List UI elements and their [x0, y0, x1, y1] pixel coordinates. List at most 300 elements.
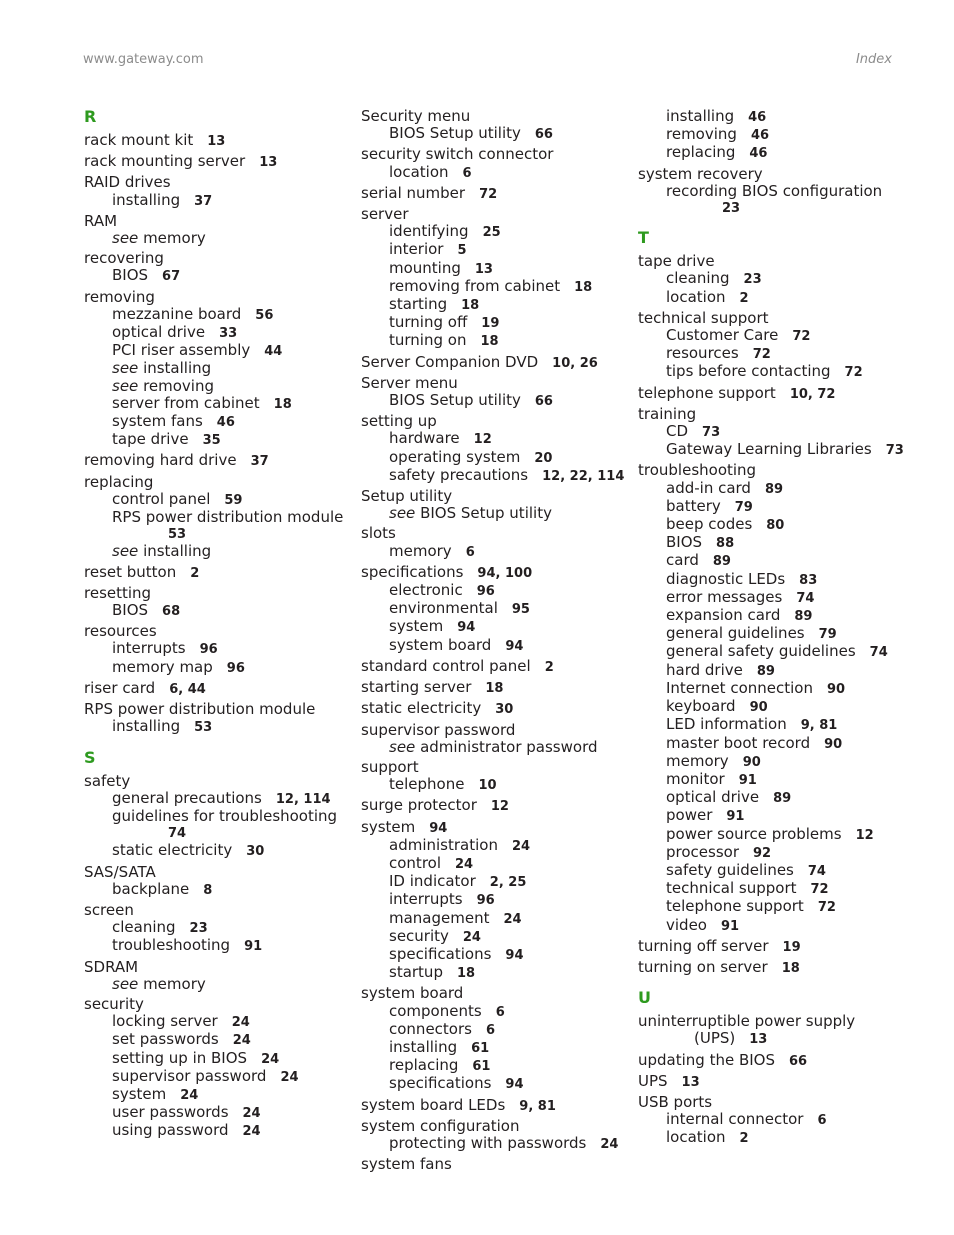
- page-ref: 24: [232, 1033, 251, 1049]
- sub-entry: [638, 516, 908, 534]
- page-ref: 33: [219, 326, 238, 342]
- sub-entry: [361, 296, 623, 314]
- sub-term: power: [666, 806, 713, 825]
- see-ref: see: [112, 359, 139, 378]
- page-ref: 18: [485, 681, 504, 697]
- sub-term: starting: [389, 295, 448, 314]
- sub-term: installing: [112, 190, 181, 209]
- page-ref: 6: [462, 165, 472, 181]
- index-entry: [638, 108, 908, 163]
- entry-line: [638, 406, 908, 423]
- entry-line: [84, 996, 346, 1013]
- sub-entry: [638, 480, 908, 498]
- entry-term: rack mounting server: [84, 152, 246, 171]
- page-ref: 90: [742, 754, 761, 770]
- sub-term: BIOS Setup utility: [389, 124, 521, 143]
- sub-term: replacing: [389, 1056, 459, 1075]
- sub-term: removing: [143, 376, 214, 395]
- page-ref: 61: [472, 1059, 491, 1075]
- entry-term: setting up: [361, 412, 437, 431]
- entry-term: server: [361, 205, 409, 224]
- page-ref: 2: [544, 659, 554, 675]
- entry-term: screen: [84, 900, 134, 919]
- sub-entry: [361, 467, 623, 485]
- sub-term: processor: [666, 842, 739, 861]
- page-ref: 24: [180, 1087, 199, 1103]
- index-entry: [361, 1118, 623, 1153]
- sub-entry: [361, 260, 623, 278]
- sub-term: system board: [389, 635, 492, 654]
- index-column-2: [361, 108, 623, 1176]
- entry-line: [638, 1013, 908, 1030]
- index-column-3: [638, 108, 908, 1151]
- sub-entry: [84, 937, 346, 955]
- page-ref: 46: [748, 110, 767, 125]
- index-entry: [638, 1094, 908, 1148]
- page-ref: 18: [273, 396, 292, 412]
- index-entry: [638, 1073, 908, 1091]
- index-entry: [84, 680, 346, 698]
- page-ref: 94, 100: [477, 565, 533, 581]
- page-ref: 83: [799, 572, 818, 588]
- sub-term: BIOS: [112, 601, 149, 620]
- sub-entry: [638, 807, 908, 825]
- page-ref: 94: [429, 820, 448, 836]
- sub-entry: [638, 789, 908, 807]
- sub-entry: [638, 607, 908, 625]
- page-ref: 74: [869, 645, 888, 661]
- sub-entry: [84, 342, 346, 360]
- index-entry: [361, 108, 623, 143]
- page-ref: 92: [753, 845, 772, 861]
- page-ref: 18: [461, 298, 480, 314]
- sub-entry: [84, 1104, 346, 1122]
- sub-entry: [638, 898, 908, 916]
- sub-term: memory: [666, 751, 729, 770]
- sub-entry: [361, 392, 623, 410]
- page-ref: 59: [224, 492, 243, 508]
- index-entry: [361, 354, 623, 372]
- sub-entry: [361, 505, 623, 522]
- index-entry: [361, 1097, 623, 1115]
- index-entry: [84, 902, 346, 956]
- sub-entry: [638, 643, 908, 661]
- sub-entry: [361, 855, 623, 873]
- sub-entry: [84, 230, 346, 247]
- entry-term: system recovery: [638, 164, 763, 183]
- index-entry: [638, 1013, 908, 1048]
- entry-term: system board: [361, 984, 464, 1003]
- sub-entry: [638, 423, 908, 441]
- sub-term: hard drive: [666, 660, 743, 679]
- entry-line: [84, 132, 346, 150]
- page-ref: 89: [764, 481, 784, 497]
- page-ref: 94: [505, 947, 524, 963]
- page-ref: 53: [194, 720, 213, 736]
- entry-term-cont: (UPS): [694, 1029, 736, 1048]
- index-entry: [84, 959, 346, 993]
- sub-term: monitor: [666, 769, 725, 788]
- sub-term: hardware: [389, 429, 460, 448]
- sub-term: installing: [389, 1037, 458, 1056]
- sub-entry: [84, 491, 346, 509]
- sub-term: protecting with passwords: [389, 1133, 587, 1152]
- sub-term: general precautions: [112, 788, 262, 807]
- page-ref: 10, 26: [552, 355, 598, 371]
- sub-entry: [361, 1075, 623, 1093]
- sub-entry: [361, 618, 623, 636]
- entry-term: system: [361, 817, 416, 836]
- page-ref: 72: [817, 900, 836, 916]
- entry-line: [361, 525, 623, 542]
- sub-entry: [638, 917, 908, 935]
- sub-entry: [361, 332, 623, 350]
- entry-line: [361, 722, 623, 739]
- sub-entry: [84, 360, 346, 377]
- page-ref: 66: [789, 1053, 808, 1069]
- entry-line: [84, 289, 346, 306]
- entry-term: rack mount kit: [84, 131, 194, 149]
- sub-entry: [84, 395, 346, 413]
- entry-term: technical support: [638, 308, 769, 327]
- entry-line: [84, 902, 346, 919]
- page-ref: 96: [226, 660, 245, 676]
- sub-term: mezzanine board: [112, 304, 242, 323]
- index-entry: [84, 452, 346, 470]
- index-entry: [361, 1156, 623, 1173]
- sub-term: security: [389, 926, 449, 945]
- page-ref: 79: [734, 499, 753, 515]
- entry-line: [361, 985, 623, 1002]
- entry-term: supervisor password: [361, 720, 516, 739]
- entry-term: Setup utility: [361, 487, 453, 506]
- sub-term: cleaning: [112, 918, 176, 937]
- sub-entry: [638, 880, 908, 898]
- sub-term: troubleshooting: [112, 936, 231, 955]
- index-entry: [84, 174, 346, 209]
- sub-term: replacing: [666, 143, 736, 162]
- sub-entry: [84, 1122, 346, 1140]
- entry-line: [84, 701, 346, 718]
- sub-entry: [361, 873, 623, 891]
- sub-term: interior: [389, 240, 444, 259]
- entry-term: specifications: [361, 562, 464, 581]
- entry-term: tape drive: [638, 252, 715, 271]
- sub-entry: [361, 278, 623, 296]
- index-entry: [84, 213, 346, 247]
- sub-entry: [84, 543, 346, 560]
- entry-term: turning off server: [638, 936, 769, 955]
- entry-line: [638, 1094, 908, 1111]
- sub-entry: [361, 837, 623, 855]
- sub-entry: [84, 602, 346, 620]
- index-entry: [84, 773, 346, 861]
- entry-term: training: [638, 404, 697, 423]
- index-entry: [361, 206, 623, 351]
- sub-term: Customer Care: [666, 326, 779, 345]
- page-ref: 2, 25: [489, 875, 527, 891]
- sub-entry: [84, 808, 346, 825]
- header-site: www.gateway.com: [83, 52, 204, 67]
- index-entry: [638, 385, 908, 403]
- page-ref: 25: [482, 225, 501, 241]
- sub-entry: [361, 1057, 623, 1075]
- sub-term: installing: [112, 717, 181, 736]
- sub-entry: [361, 1135, 623, 1153]
- section-letter: S: [84, 747, 96, 767]
- page-ref: 5: [457, 243, 467, 259]
- sub-entry: [638, 589, 908, 607]
- page-ref: 96: [476, 893, 495, 909]
- entry-term: USB ports: [638, 1092, 713, 1111]
- page-ref-continued: 23: [722, 201, 741, 217]
- entry-term: Security menu: [361, 107, 471, 125]
- page-ref: 23: [189, 921, 208, 937]
- entry-line: [361, 797, 623, 815]
- sub-entry: [361, 223, 623, 241]
- page-ref: 90: [826, 681, 846, 697]
- page-ref: 95: [511, 602, 530, 618]
- sub-entry: [361, 1003, 623, 1021]
- sub-term: tips before contacting: [666, 362, 831, 381]
- section-letter: T: [638, 228, 649, 248]
- page-ref: 73: [885, 443, 904, 459]
- sub-term: installing: [143, 542, 212, 561]
- sub-term: installing: [666, 107, 735, 125]
- page-ref: 90: [824, 736, 843, 752]
- page-ref: 6: [817, 1113, 827, 1129]
- sub-term: general guidelines: [666, 624, 805, 643]
- sub-term: location: [666, 287, 726, 306]
- sub-term: using password: [112, 1121, 229, 1140]
- page-ref: 89: [756, 663, 775, 679]
- sub-entry: [638, 534, 908, 552]
- sub-entry: [84, 324, 346, 342]
- sub-entry: [361, 164, 623, 182]
- sub-term: master boot record: [666, 733, 811, 752]
- sub-term: add-in card: [666, 478, 751, 497]
- entry-line: [638, 253, 908, 270]
- sub-term: guidelines for troubleshooting: [112, 806, 338, 825]
- sub-term: optical drive: [112, 323, 206, 342]
- entry-line: [361, 488, 623, 505]
- page-ref: 74: [796, 590, 815, 606]
- page-ref: 24: [455, 856, 474, 872]
- page-ref: 44: [264, 344, 283, 360]
- sub-term: user passwords: [112, 1103, 229, 1122]
- page-ref: 35: [202, 433, 221, 449]
- page-ref: 13: [681, 1074, 700, 1090]
- page-ref: 24: [242, 1124, 261, 1140]
- sub-term: control panel: [112, 489, 211, 508]
- sub-entry: [638, 126, 908, 144]
- sub-entry: [638, 1129, 908, 1147]
- sub-term: system fans: [112, 412, 203, 431]
- sub-entry: [84, 1050, 346, 1068]
- page-ref: 94: [505, 1077, 524, 1093]
- sub-entry: [361, 449, 623, 467]
- header-section: Index: [855, 52, 892, 67]
- entry-line: [361, 354, 623, 372]
- entry-line: [638, 938, 908, 956]
- entry-line: [361, 700, 623, 718]
- sub-term: interrupts: [112, 639, 186, 658]
- entry-line: [361, 206, 623, 223]
- entry-line: [361, 1118, 623, 1135]
- sub-entry: [638, 144, 908, 162]
- index-entry: [361, 375, 623, 410]
- sub-entry: [638, 844, 908, 862]
- sub-term: resources: [666, 344, 739, 363]
- sub-term: beep codes: [666, 515, 753, 534]
- entry-line: [361, 564, 623, 582]
- entry-line: [84, 250, 346, 267]
- page-ref-continued: 74: [168, 826, 187, 842]
- index-entry: [638, 253, 908, 307]
- entry-term: removing hard drive: [84, 451, 237, 470]
- page-ref: 96: [199, 642, 218, 658]
- entry-term: reset button: [84, 562, 177, 581]
- sub-term: memory map: [112, 657, 213, 676]
- entry-line: [638, 1052, 908, 1070]
- entry-line: [638, 385, 908, 403]
- sub-entry: [84, 1068, 346, 1086]
- page-ref: 66: [534, 127, 553, 143]
- page-ref: 12: [855, 827, 874, 843]
- sub-entry: [84, 378, 346, 395]
- entry-term: SAS/SATA: [84, 862, 156, 881]
- sub-term: Internet connection: [666, 678, 813, 697]
- index-column-1: [84, 108, 346, 1144]
- entry-term: resetting: [84, 583, 152, 602]
- sub-entry: [638, 1111, 908, 1129]
- entry-term: security: [84, 994, 144, 1013]
- sub-term: PCI riser assembly: [112, 341, 251, 360]
- sub-entry: [361, 241, 623, 259]
- index-entry: [361, 819, 623, 983]
- page-ref: 2: [739, 1131, 749, 1147]
- page-ref: 12: [490, 799, 509, 815]
- page-ref: 19: [481, 316, 500, 332]
- page-ref: 12, 22, 114: [542, 468, 625, 484]
- sub-entry: [84, 718, 346, 736]
- sub-term: memory: [143, 974, 206, 993]
- entry-term: UPS: [638, 1071, 668, 1090]
- sub-entry: [638, 571, 908, 589]
- sub-term: memory: [389, 541, 452, 560]
- sub-entry: [361, 964, 623, 982]
- entry-term: removing: [84, 287, 155, 306]
- page-ref: 24: [231, 1015, 250, 1031]
- see-ref: see: [112, 974, 139, 993]
- sub-entry: [84, 881, 346, 899]
- page-ref: 94: [505, 638, 524, 654]
- sub-entry: [84, 790, 346, 808]
- sub-term: safety guidelines: [666, 860, 794, 879]
- sub-term: system: [389, 617, 444, 636]
- entry-line: [361, 108, 623, 125]
- entry-line: [84, 623, 346, 640]
- sub-term: specifications: [389, 944, 492, 963]
- entry-term: updating the BIOS: [638, 1050, 776, 1069]
- index-entry: [84, 474, 346, 561]
- page-ref: 79: [818, 627, 837, 643]
- index-entry: [361, 488, 623, 522]
- entry-term: static electricity: [361, 699, 482, 718]
- index-entry: [361, 759, 623, 794]
- page-ref: 12: [473, 432, 492, 448]
- entry-term: slots: [361, 524, 396, 543]
- sub-term: BIOS: [112, 266, 149, 285]
- sub-term: identifying: [389, 222, 469, 241]
- sub-term: server from cabinet: [112, 393, 260, 412]
- index-entry: [84, 564, 346, 582]
- entry-term: Server Companion DVD: [361, 352, 539, 371]
- page-ref: 46: [749, 146, 768, 162]
- index-entry: [84, 701, 346, 736]
- sub-entry: [361, 582, 623, 600]
- page-ref: 24: [242, 1106, 261, 1122]
- sub-term: BIOS Setup utility: [420, 504, 552, 523]
- page-ref: 18: [574, 279, 593, 295]
- page-ref: 72: [810, 882, 829, 898]
- page-ref: 30: [495, 702, 514, 718]
- sub-entry: [84, 509, 346, 526]
- sub-entry: [84, 919, 346, 937]
- page-ref: 18: [480, 334, 499, 350]
- page-ref: 88: [716, 536, 735, 552]
- page-ref: 13: [749, 1032, 768, 1048]
- sub-entry: [84, 659, 346, 677]
- entry-line: [84, 585, 346, 602]
- entry-term: Server menu: [361, 373, 458, 392]
- index-entry: [361, 146, 623, 181]
- sub-term: telephone support: [666, 897, 804, 916]
- sub-entry: [638, 363, 908, 381]
- sub-term: administration: [389, 835, 498, 854]
- page-ref: 10: [478, 778, 497, 794]
- page-ref: 74: [807, 863, 826, 879]
- sub-term: card: [666, 551, 699, 570]
- sub-entry: [361, 430, 623, 448]
- sub-entry: [84, 842, 346, 860]
- page-ref: 2: [739, 290, 749, 306]
- entry-line: [84, 153, 346, 171]
- entry-line: [361, 185, 623, 203]
- sub-entry: [638, 345, 908, 363]
- entry-term: starting server: [361, 678, 472, 697]
- page-ref: 18: [456, 966, 476, 982]
- sub-entry: [361, 946, 623, 964]
- sub-term: error messages: [666, 587, 783, 606]
- entry-term: support: [361, 757, 419, 776]
- page-ref: 91: [244, 939, 263, 955]
- sub-entry: [638, 753, 908, 771]
- sub-entry: [638, 289, 908, 307]
- sub-term: BIOS Setup utility: [389, 391, 521, 410]
- index-entry: [361, 700, 623, 718]
- sub-entry: [638, 552, 908, 570]
- page-ref: 9, 81: [519, 1098, 556, 1114]
- page-ref: 56: [255, 307, 274, 323]
- index-entry: [638, 166, 908, 218]
- entry-line: [84, 959, 346, 976]
- page-ref: 73: [702, 425, 721, 441]
- sub-term: tape drive: [112, 430, 189, 449]
- page-ref: 89: [712, 554, 731, 570]
- sub-term: specifications: [389, 1074, 492, 1093]
- sub-entry: [84, 976, 346, 993]
